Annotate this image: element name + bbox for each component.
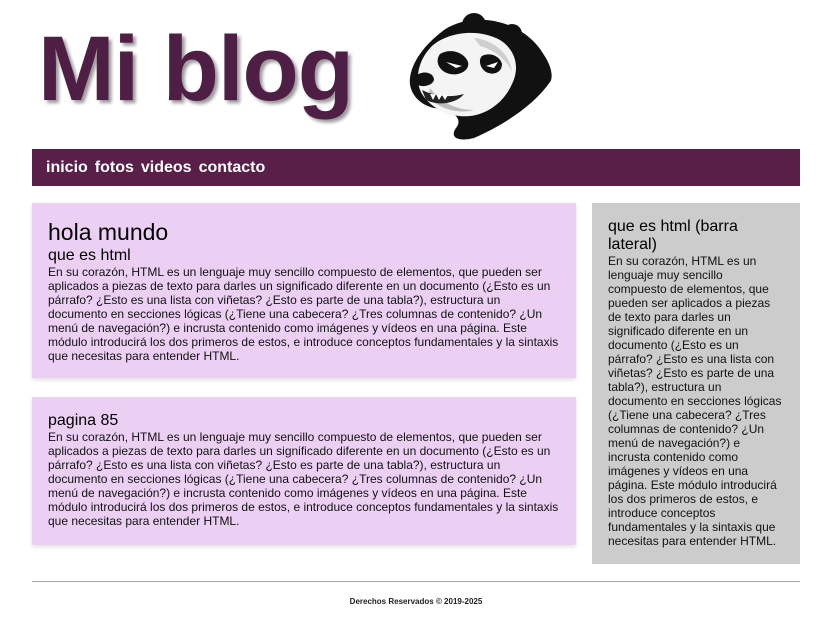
panda-logo-icon — [404, 10, 556, 142]
main-nav — [32, 149, 800, 186]
nav-item-fotos[interactable]: fotos — [94, 158, 134, 176]
article-body: En su corazón, HTML es un lenguaje muy sencillo compuesto de elementos, que pueden ser aplicados a piezas de texto para darles un significado diferente en un documento (¿Esto es un párrafo? ¿Esto es una lista con viñetas? ¿Esto es parte de una tabla?), estructura un documento en secciones lógicas (¿Tiene una cabecera? ¿Tres columnas de contenido? ¿Un menú de navegación?) e incrusta contenido como imágenes y vídeos en una página. Este módulo introducirá los dos primeros de estos, e introduce conceptos fundamentales y la sintaxis que necesitas para entender HTML. — [48, 265, 559, 363]
footer-copyright: Derechos Reservados © 2019-2025 — [349, 597, 483, 606]
article-subtitle: que es html — [48, 247, 131, 264]
article-title: hola mundo — [48, 219, 169, 245]
sidebar — [592, 203, 800, 564]
sidebar-body: En su corazón, HTML es un lenguaje muy sencillo compuesto de elementos, que pueden ser aplicados a piezas de texto para darles un significado diferente en un documento (¿Esto es un párrafo? ¿Esto es una lista con viñetas? ¿Esto es parte de una tabla?), estructura un documento en secciones lógicas (¿Tiene una cabecera? ¿Tres columnas de contenido? ¿Un menú de navegación?) e incrusta contenido como imágenes y vídeos en una página. Este módulo introducirá los dos primeros de estos, e introduce conceptos fundamentales y la sintaxis que necesitas para entender HTML. — [608, 254, 782, 548]
site-header — [32, 0, 800, 145]
footer-divider — [32, 581, 800, 582]
article-hola-mundo — [32, 203, 576, 378]
article-subtitle: pagina 85 — [48, 412, 119, 429]
nav-item-inicio[interactable]: inicio — [46, 158, 88, 176]
sidebar-title: que es html (barra lateral) — [608, 218, 738, 253]
article-body: En su corazón, HTML es un lenguaje muy sencillo compuesto de elementos, que pueden ser aplicados a piezas de texto para darles un significado diferente en un documento (¿Esto es un párrafo? ¿Esto es una lista con viñetas? ¿Esto es parte de una tabla?), estructura un documento en secciones lógicas (¿Tiene una cabecera? ¿Tres columnas de contenido? ¿Un menú de navegación?) e incrusta contenido como imágenes y vídeos en una página. Este módulo introducirá los dos primeros de estos, e introduce conceptos fundamentales y la sintaxis que necesitas para entender HTML. — [48, 430, 559, 528]
nav-item-videos[interactable]: videos — [140, 158, 192, 176]
nav-item-contacto[interactable]: contacto — [198, 158, 266, 176]
article-pagina-85 — [32, 397, 576, 545]
site-title: Mi blog — [38, 18, 353, 120]
